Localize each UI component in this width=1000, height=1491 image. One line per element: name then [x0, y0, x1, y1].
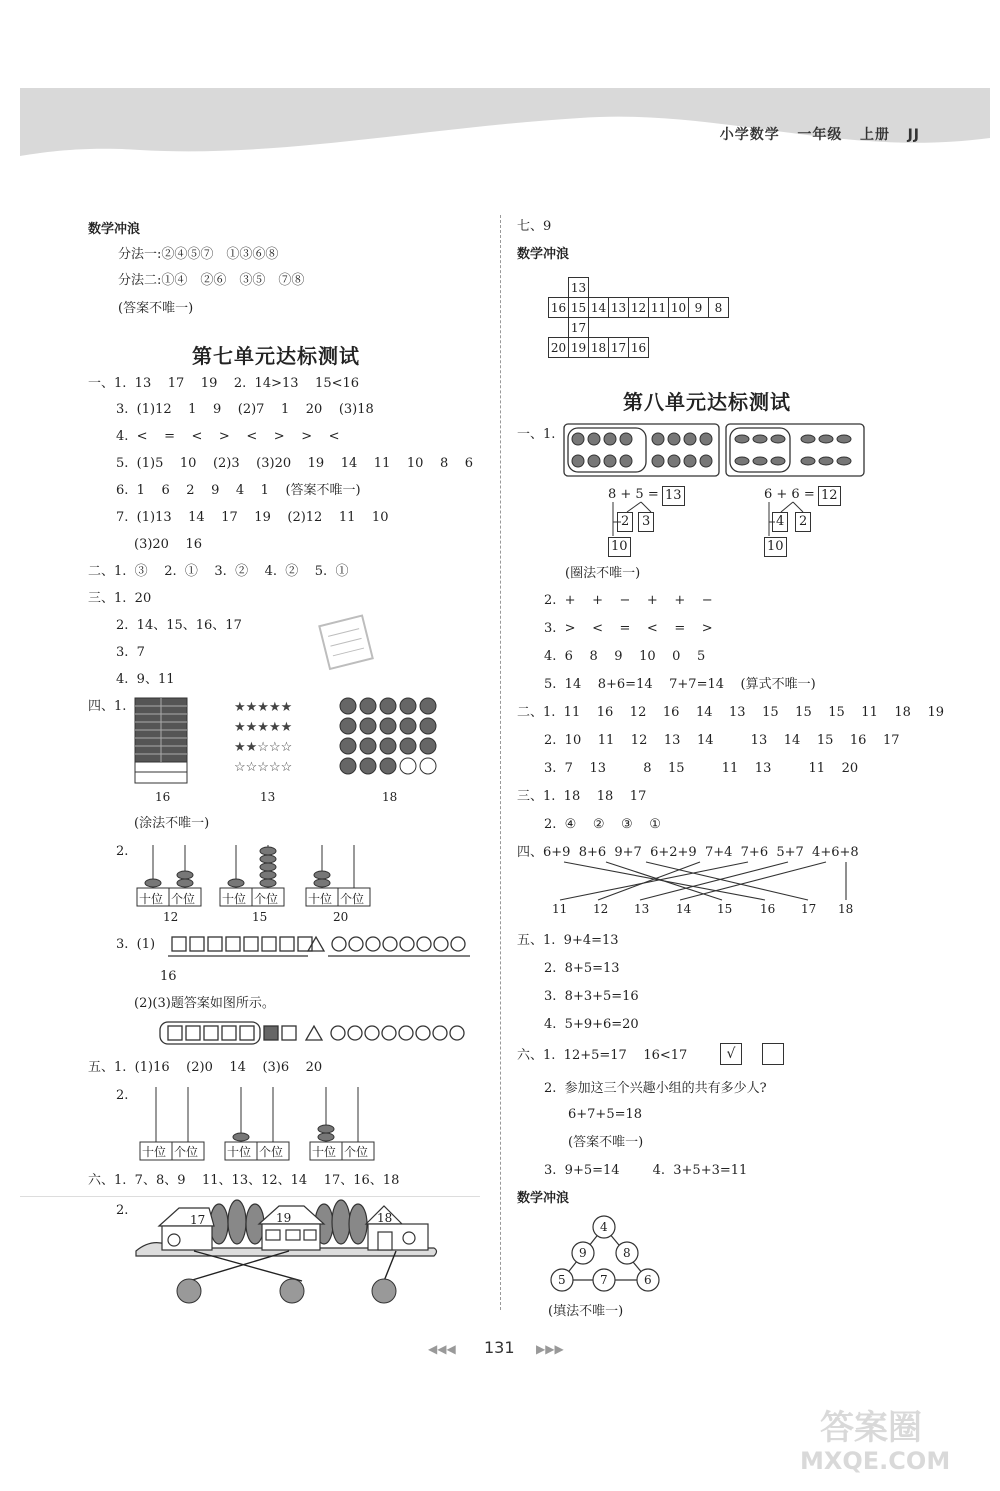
answer-line: (涂法不唯一) [134, 816, 210, 831]
answer-line: (2)(3)题答案如图所示。 [134, 996, 275, 1011]
split-box: 4 [772, 512, 788, 532]
answer-line: 5. 14 8+6=14 7+7=14 (算式不唯一) [544, 677, 816, 692]
page-number: 131 [484, 1338, 515, 1357]
answer-line: 4. 9、11 [116, 672, 175, 687]
circled-groups [562, 420, 867, 480]
child-icon [177, 1279, 396, 1303]
answer-line: 二、1. 11 16 12 16 14 13 15 15 15 11 18 19 [517, 705, 944, 720]
number-cross-grid: 13 16 15 14 13 12 11 10 9 8 17 20 19 18 17 16 [548, 277, 729, 358]
count-label: 18 [382, 790, 398, 804]
answer-line: 2. 8+5=13 [544, 961, 620, 976]
answer-line: 2. 参加这三个兴趣小组的共有多少人? [544, 1081, 767, 1096]
column-divider [500, 215, 501, 1310]
fish-icons [735, 435, 851, 465]
check-box: √ [720, 1043, 742, 1065]
count-label: 13 [260, 790, 276, 804]
split-lines-2 [761, 500, 821, 540]
answer-line: 3. > < = < = > [544, 621, 713, 636]
match-number: 18 [838, 902, 854, 916]
empty-box [762, 1043, 784, 1065]
abacus-ones-label: 个位 [174, 1145, 199, 1159]
answer-line: 2. 14、15、16、17 [116, 618, 242, 633]
watermark-logo: 答案圈 [820, 1408, 922, 1448]
answer-line: 一、1. [517, 427, 556, 442]
matching-lines [540, 860, 870, 905]
abacus-value: 12 [163, 910, 179, 924]
answer-line: 2. [116, 1088, 129, 1103]
house-icon [366, 1206, 428, 1250]
method-one: 分法一:②④⑤⑦ ①③⑥⑧ [118, 247, 279, 262]
answer-line: 3. (1)12 1 9 (2)7 1 20 (3)18 [116, 402, 374, 417]
abacus-tens-label: 十位 [139, 892, 164, 906]
answer-line: 2. 10 11 12 13 14 13 14 15 16 17 [544, 733, 900, 748]
triangle-number: 4 [600, 1220, 608, 1234]
equation-1-answer: 13 [662, 486, 685, 506]
house-icon [259, 1206, 324, 1250]
unit7-title: 第七单元达标测试 [192, 344, 360, 368]
answer-line: 3. 8+3+5=16 [544, 989, 639, 1004]
house-number: 19 [276, 1211, 292, 1225]
answer-line: 3. (1) [116, 937, 156, 952]
answer-line: 6+7+5=18 [568, 1107, 643, 1122]
triangle-number: 5 [558, 1273, 566, 1287]
answer-line: 4. < = < > < > > < [116, 429, 340, 444]
answer-line: 三、1. 18 18 17 [517, 789, 647, 804]
wave-heading-right-2: 数学冲浪 [517, 1191, 570, 1206]
abacus-tens-label: 十位 [142, 1145, 167, 1159]
answer-line: (圈法不唯一) [565, 566, 641, 581]
stamp-watermark [318, 612, 376, 672]
split-box: 2 [795, 512, 811, 532]
match-number: 16 [760, 902, 776, 916]
answer-line: 六、1. 7、8、9 11、13、12、14 17、16、18 [88, 1173, 400, 1188]
answer-line: 四、6+9 8+6 9+7 6+2+9 7+4 7+6 5+7 4+6+8 [517, 845, 859, 860]
answer-line: 4. 5+9+6=20 [544, 1017, 639, 1032]
method-two: 分法二:①④ ②⑥ ③⑤ ⑦⑧ [118, 273, 305, 288]
count-label: 16 [155, 790, 171, 804]
answer-line: 三、1. 20 [88, 591, 152, 606]
octopus-icons [572, 433, 712, 467]
equation-2-answer: 12 [818, 486, 841, 506]
svg-text:★★★★★: ★★★★★ [234, 700, 293, 715]
split-lines-1 [605, 500, 665, 540]
answer-line: 7. (1)13 14 17 19 (2)12 11 10 [116, 510, 389, 525]
answer-line: 五、1. 9+4=13 [517, 933, 619, 948]
answer-line: 2. [116, 844, 129, 859]
equation-1: 8 + 5 = [608, 487, 659, 502]
ten-box: 10 [764, 537, 787, 557]
counting-figures [130, 695, 480, 805]
house-icon [159, 1208, 214, 1250]
abacus-tens-label: 十位 [222, 892, 247, 906]
match-number: 14 [676, 902, 692, 916]
note-not-unique: (答案不唯一) [118, 301, 194, 316]
svg-text:★★★★★: ★★★★★ [234, 720, 293, 735]
abacus-ones-label: 个位 [344, 1145, 369, 1159]
triangle-number: 8 [623, 1246, 631, 1260]
abacus-value: 20 [333, 910, 349, 924]
abacus-ones-label: 个位 [340, 892, 365, 906]
split-box: 2 [617, 512, 633, 532]
wave-heading-left: 数学冲浪 [88, 222, 141, 237]
shape-sequence-1 [168, 932, 478, 962]
answer-line: 七、9 [517, 219, 552, 234]
answer-line: 4. 6 8 9 10 0 5 [544, 649, 706, 664]
house-number: 17 [190, 1213, 206, 1227]
svg-text:★★☆☆☆: ★★☆☆☆ [234, 740, 293, 755]
answer-line: 5. (1)5 10 (2)3 (3)20 19 14 11 10 8 6 [116, 456, 474, 471]
match-number: 13 [634, 902, 650, 916]
ten-box: 10 [608, 537, 631, 557]
answer-line: 四、1. [88, 699, 127, 714]
answer-line: 3. 9+5=14 4. 3+5+3=11 [544, 1163, 748, 1178]
answer-line: 2. ④ ② ③ ① [544, 817, 661, 832]
shaded-bar [135, 698, 187, 783]
answer-line: 2. + + − + + − [544, 593, 713, 608]
answer-line: 16 [160, 969, 177, 984]
answer-line: 五、1. (1)16 (2)0 14 (3)6 20 [88, 1060, 323, 1075]
next-arrows-icon: ▶▶▶ [536, 1342, 564, 1356]
equation-2: 6 + 6 = [764, 487, 815, 502]
triangle-number: 9 [579, 1246, 587, 1260]
prev-arrows-icon: ◀◀◀ [428, 1342, 456, 1356]
answer-line: 3. 7 13 8 15 11 13 11 20 [544, 761, 859, 776]
match-number: 17 [801, 902, 817, 916]
house-number: 18 [377, 1211, 393, 1225]
header-title: 小学数学 一年级 上册 JJ [719, 127, 920, 143]
answer-line: 二、1. ③ 2. ① 3. ② 4. ② 5. ① [88, 564, 349, 579]
abacus-tens-label: 十位 [308, 892, 333, 906]
match-number: 11 [552, 902, 568, 916]
answer-line: 6. 1 6 2 9 4 1 (答案不唯一) [116, 483, 361, 498]
shape-sequence-2 [158, 1020, 478, 1050]
answer-line: 一、1. 13 17 19 2. 14>13 15<16 [88, 376, 360, 391]
svg-text:☆☆☆☆☆: ☆☆☆☆☆ [234, 760, 293, 775]
triangle-number: 7 [600, 1273, 608, 1287]
answer-line: 六、1. 12+5=17 16<17 [517, 1048, 688, 1063]
star-rows [234, 700, 292, 775]
abacus-tens-label: 十位 [227, 1145, 252, 1159]
answer-line: (3)20 16 [134, 537, 203, 552]
split-box: 3 [638, 512, 654, 532]
answer-line: (答案不唯一) [568, 1135, 644, 1150]
abacus-ones-label: 个位 [171, 892, 196, 906]
wave-heading-right: 数学冲浪 [517, 247, 570, 262]
abacus-ones-label: 个位 [259, 1145, 284, 1159]
match-number: 12 [593, 902, 609, 916]
answer-line: (填法不唯一) [548, 1304, 624, 1319]
answer-line: 3. 7 [116, 645, 145, 660]
abacus-ones-label: 个位 [254, 892, 279, 906]
watermark-site: MXQE.COM [800, 1447, 951, 1475]
abacus-tens-label: 十位 [312, 1145, 337, 1159]
abacus-value: 15 [252, 910, 268, 924]
triangle-number: 6 [644, 1273, 652, 1287]
unit8-title: 第八单元达标测试 [623, 390, 791, 414]
match-number: 15 [717, 902, 733, 916]
answer-line: 2. [116, 1203, 129, 1218]
face-grid [340, 698, 436, 774]
